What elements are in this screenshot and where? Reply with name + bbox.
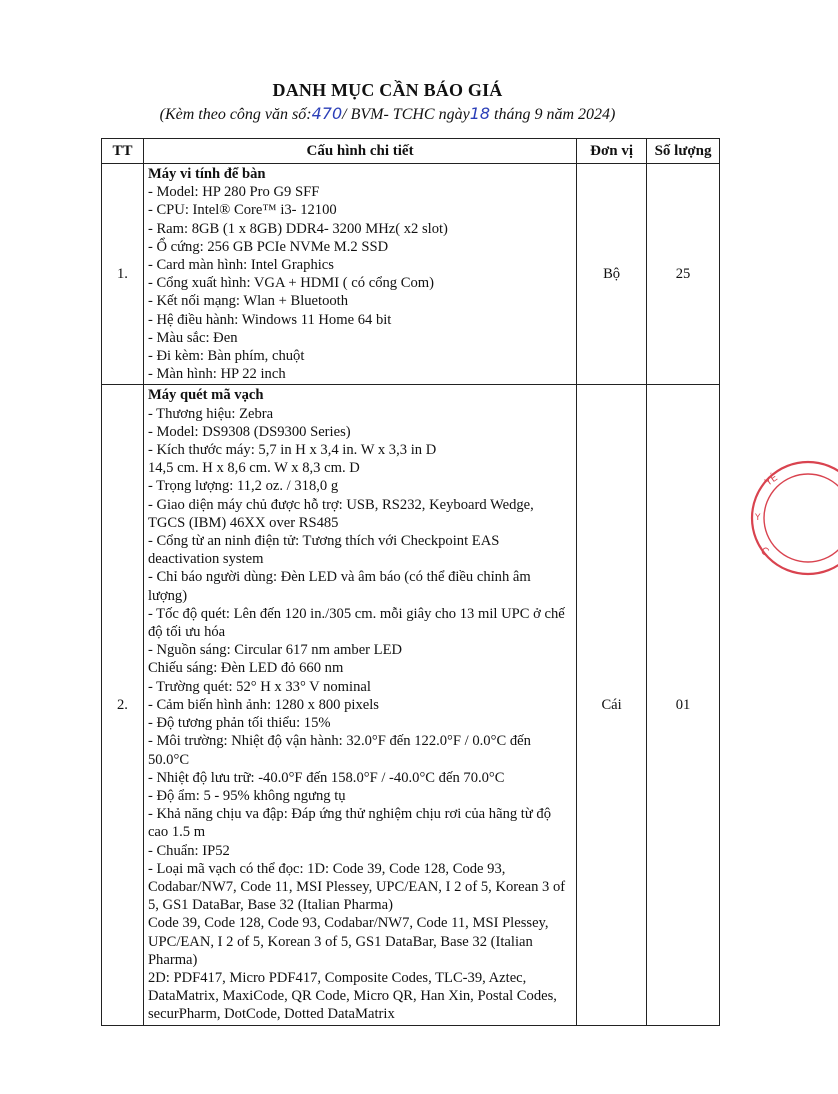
spec-line: - Môi trường: Nhiệt độ vận hành: 32.0°F đến 122.0°F / 0.0°C đến 50.0°C — [147, 733, 531, 768]
column-header-qty: Số lượng — [647, 139, 720, 164]
spec-line: - CPU: Intel® Core™ i3- 12100 — [147, 202, 337, 219]
spec-line: - Khả năng chịu va đập: Đáp ứng thử nghiệm chịu rơi của hãng từ độ cao 1.5 m — [147, 806, 552, 841]
spec-line: - Độ tương phản tối thiểu: 15% — [147, 715, 331, 732]
spec-line: - Model: DS9308 (DS9300 Series) — [147, 423, 351, 440]
spec-line: - Cảm biến hình ảnh: 1280 x 800 pixels — [147, 696, 379, 713]
item-name: Máy quét mã vạch — [147, 387, 264, 404]
subtitle-prefix: (Kèm theo công văn số: — [159, 106, 312, 123]
spec-line: - Giao diện máy chủ được hỗ trợ: USB, RS232, Keyboard Wedge, TGCS (IBM) 46XX over RS485 — [147, 496, 534, 531]
spec-line: - Cổng xuất hình: VGA + HDMI ( có cổng Com) — [147, 275, 434, 292]
table-row — [102, 164, 720, 385]
subtitle-suffix: tháng 9 năm 2024) — [490, 106, 616, 123]
spec-line: - Trường quét: 52° H x 33° V nominal — [147, 678, 371, 695]
red-stamp-seal — [748, 458, 838, 578]
spec-line: - Hệ điều hành: Windows 11 Home 64 bit — [147, 311, 392, 328]
spec-line: - Độ ẩm: 5 - 95% không ngưng tụ — [147, 787, 346, 804]
column-header-unit: Đơn vị — [577, 139, 647, 164]
spec-line: - Đi kèm: Bàn phím, chuột — [147, 348, 305, 365]
handwritten-day: 18 — [469, 104, 491, 123]
spec-line: - Card màn hình: Intel Graphics — [147, 257, 334, 274]
spec-line: - Nguồn sáng: Circular 617 nm amber LED — [147, 642, 403, 659]
item-name: Máy vi tính để bàn — [147, 166, 266, 182]
spec-line: - Chỉ báo người dùng: Đèn LED và âm báo (có thể điều chỉnh âm lượng) — [147, 569, 531, 604]
spec-line: - Loại mã vạch có thể đọc: 1D: Code 39, Code 128, Code 93, Codabar/NW7, Code 11, MSI Plessey, UPC/EAN, I 2 of 5, Korean 3 of 5, GS1 DataBar, Base 32 (Italian Pharma) — [147, 860, 566, 914]
subtitle-middle: / BVM- TCHC ngày — [342, 106, 470, 123]
spec-line: - Ram: 8GB (1 x 8GB) DDR4- 3200 MHz( x2 slot) — [147, 220, 448, 237]
spec-line: 2D: PDF417, Micro PDF417, Composite Codes, TLC-39, Aztec, DataMatrix, MaxiCode, QR Code, Micro QR, Han Xin, Postal Codes, securPharm, DotCode, Dotted DataMatrix — [147, 969, 557, 1023]
row-quantity: 01 — [647, 385, 720, 1025]
spec-line: - Nhiệt độ lưu trữ: -40.0°F đến 158.0°F / -40.0°C đến 70.0°C — [147, 769, 505, 786]
row-unit: Bộ — [577, 164, 647, 385]
spec-line: - Tốc độ quét: Lên đến 120 in./305 cm. mỗi giây cho 13 mil UPC ở chế độ tối ưu hóa — [147, 605, 565, 641]
spec-line: - Màu sắc: Đen — [147, 329, 238, 346]
row-unit: Cái — [577, 385, 647, 1025]
row-detail — [143, 385, 576, 1025]
page-subtitle — [0, 104, 775, 124]
column-header-tt: TT — [102, 139, 144, 164]
table-header-row — [102, 139, 720, 164]
row-quantity: 25 — [647, 164, 720, 385]
quotation-table — [101, 138, 720, 1026]
page-title: DANH MỤC CẦN BÁO GIÁ — [272, 80, 503, 100]
spec-line: - Kích thước máy: 5,7 in H x 3,4 in. W x 3,3 in D — [147, 442, 437, 459]
handwritten-doc-number: 470 — [311, 104, 343, 123]
svg-text:Y: Y — [755, 513, 761, 523]
spec-line: - Chuẩn: IP52 — [147, 842, 230, 859]
svg-text:YÉ: YÉ — [763, 472, 780, 489]
spec-line: - Thương hiệu: Zebra — [147, 405, 274, 422]
spec-line: - Màn hình: HP 22 inch — [147, 366, 286, 383]
spec-line: - Cổng từ an ninh điện tử: Tương thích với Checkpoint EAS deactivation system — [147, 533, 500, 568]
spec-line: - Kết nối mạng: Wlan + Bluetooth — [147, 293, 349, 310]
row-number: 1. — [102, 164, 144, 385]
spec-line: - Ổ cứng: 256 GB PCIe NVMe M.2 SSD — [147, 238, 389, 255]
spec-line: 14,5 cm. H x 8,6 cm. W x 8,3 cm. D — [147, 460, 360, 477]
spec-line: - Model: HP 280 Pro G9 SFF — [147, 184, 320, 201]
column-header-detail: Cấu hình chi tiết — [143, 139, 576, 164]
spec-line: Code 39, Code 128, Code 93, Codabar/NW7, Code 11, MSI Plessey, UPC/EAN, I 2 of 5, Korean 3 of 5, GS1 DataBar, Base 32 (Italian Pharma) — [147, 915, 549, 968]
row-number: 2. — [102, 385, 144, 1025]
svg-text:C: C — [758, 545, 771, 559]
spec-line: Chiếu sáng: Đèn LED đỏ 660 nm — [147, 660, 344, 677]
table-row — [102, 385, 720, 1025]
row-detail — [143, 164, 576, 385]
spec-line: - Trọng lượng: 11,2 oz. / 318,0 g — [147, 478, 339, 495]
